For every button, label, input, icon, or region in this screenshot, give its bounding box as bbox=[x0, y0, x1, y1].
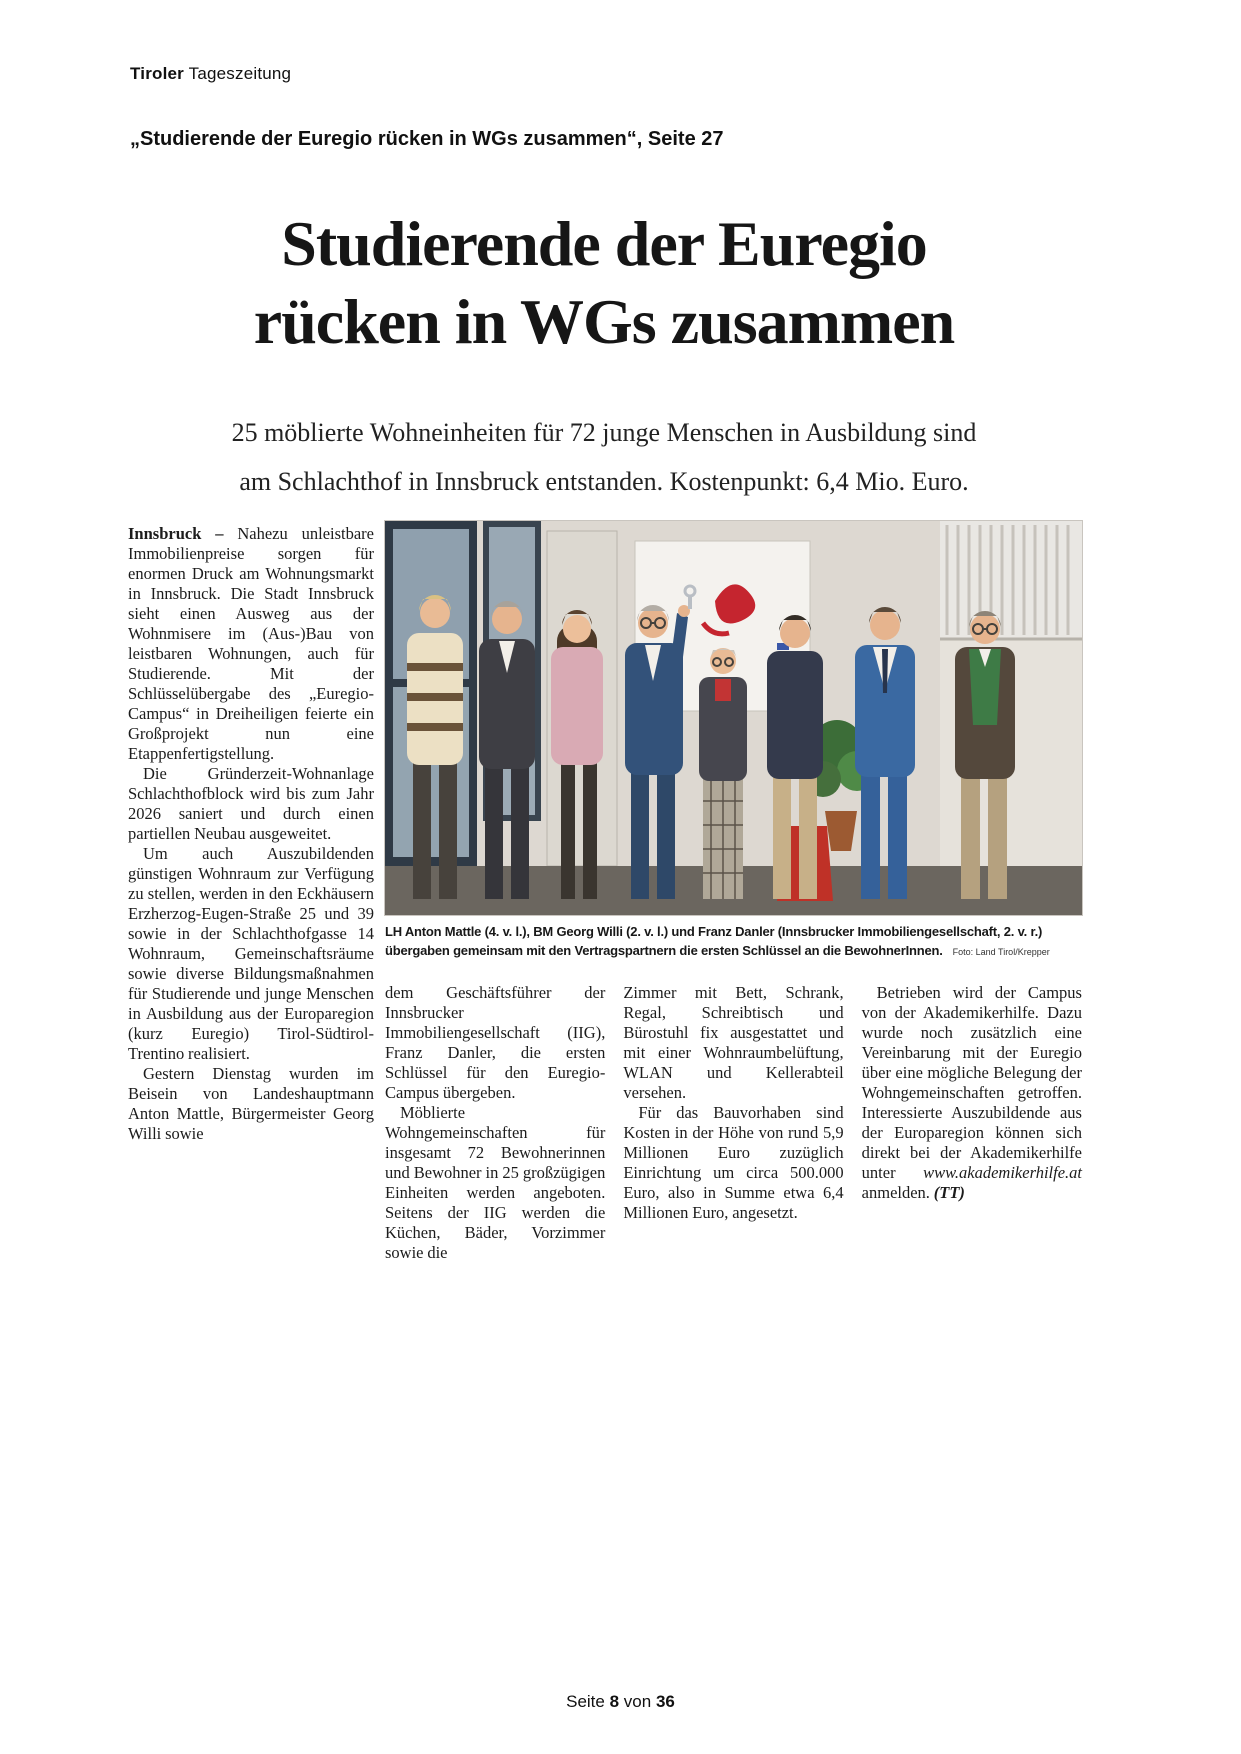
page-number: 8 bbox=[609, 1692, 620, 1711]
paragraph-lead-text: Nahezu unleistbare Immobilienpreise sorgen für enormen Druck am Wohnungsmarkt in Innsbruck. Die Stadt Innsbruck sieht einen Ausweg aus der Wohnmisere im (Aus-)Bau von leistbaren Wohnungen, auch für Studierende. Mit der Schlüsselübergabe des „Euregio-Campus“ in Dreiheiligen feierte ein Großprojekt nun eine Etappenfertigstellung. bbox=[128, 524, 374, 763]
paragraph: Möblierte Wohngemeinschaften für insgesamt 72 Bewohnerinnen und Bewohner in 25 großzügigen Einheiten werden angeboten. Seitens der IIG werden die Küchen, Bäder, Vorzimmer sowie die bbox=[385, 1103, 606, 1262]
photo-caption-text: LH Anton Mattle (4. v. l.), BM Georg Willi (2. v. l.) und Franz Danler (Innsbrucker Immobiliengesellschaft, 2. v. r.) übergaben gemeinsam mit den Vertragspartnern die ersten Schlüssel an die BewohnerInnen. bbox=[385, 924, 1043, 958]
subhead-line2: am Schlachthof in Innsbruck entstanden. Kostenpunkt: 6,4 Mio. Euro. bbox=[239, 467, 969, 496]
paragraph bbox=[862, 983, 1082, 1203]
radiator bbox=[940, 521, 1082, 639]
lead-location: Innsbruck – bbox=[128, 524, 224, 543]
body-column-4 bbox=[862, 983, 1082, 1263]
paragraph: Gestern Dienstag wurden im Beisein von Landeshauptmann Anton Mattle, Bürgermeister Georg Willi sowie bbox=[128, 1064, 374, 1143]
article-subhead bbox=[128, 408, 1080, 506]
paragraph-lead bbox=[128, 524, 374, 764]
article-headline bbox=[128, 205, 1080, 361]
masthead bbox=[130, 64, 291, 84]
subhead-line1: 25 möblierte Wohneinheiten für 72 junge Menschen in Ausbildung sind bbox=[231, 418, 977, 447]
paragraph: Die Gründerzeit-Wohnanlage Schlachthofblock wird bis zum Jahr 2026 saniert und durch einen partiellen Neubau ausgeweitet. bbox=[128, 764, 374, 843]
body-column-3 bbox=[623, 983, 843, 1263]
paragraph-text: Betrieben wird der Campus von der Akademikerhilfe. Dazu wurde noch zusätzlich eine Vereinbarung mit der Euregio über eine mögliche Belegung der Wohngemeinschaften getroffen. Interessierte Auszubildende aus der Europaregion können sich direkt bei der Akademikerhilfe unter bbox=[861, 983, 1082, 1182]
article-photo bbox=[385, 521, 1082, 915]
paragraph: Um auch Auszubildenden günstigen Wohnraum zur Verfügung zu stellen, werden in den Eckhäusern Erzherzog-Eugen-Straße 25 und 39 sowie in der Schlachthofgasse 14 Wohnraum, Gemeinschaftsräume sowie diverse Bildungsmaßnahmen für Studierende und junge Menschen in Ausbildung aus der Europaregion (kurz Euregio) Tirol-Südtirol-Trentino realisiert. bbox=[128, 844, 374, 1063]
author-signature: (TT) bbox=[933, 1183, 965, 1202]
paragraph: Für das Bauvorhaben sind Kosten in der Höhe von rund 5,9 Millionen Euro zuzüglich Einrichtung um circa 500.000 Euro, also in Summe etwa 6,4 Millionen Euro, angesetzt. bbox=[623, 1103, 844, 1222]
website-url: www.akademikerhilfe.at bbox=[923, 1163, 1082, 1182]
photo-credit: Foto: Land Tirol/Krepper bbox=[952, 947, 1050, 957]
paragraph: Zimmer mit Bett, Schrank, Regal, Schreibtisch und Bürostuhl fix ausgestattet und mit einer Wohnraumbelüftung, WLAN und Kellerabteil versehen. bbox=[623, 983, 844, 1102]
photo-caption bbox=[385, 922, 1082, 962]
headline-line1: Studierende der Euregio bbox=[281, 208, 927, 279]
masthead-brand-rest: Tageszeitung bbox=[188, 64, 292, 83]
page-indicator-label: Seite bbox=[566, 1692, 605, 1711]
bottom-columns bbox=[385, 983, 1082, 1263]
reference-line: „Studierende der Euregio rücken in WGs zusammen“, Seite 27 bbox=[130, 128, 724, 150]
masthead-brand-bold: Tiroler bbox=[130, 64, 184, 83]
page-indicator bbox=[0, 1692, 1241, 1712]
paragraph: dem Geschäftsführer der Innsbrucker Immobiliengesellschaft (IIG), Franz Danler, die ersten Schlüssel für den Euregio-Campus übergeben. bbox=[385, 983, 606, 1102]
page-total: 36 bbox=[655, 1692, 675, 1711]
body-column-2 bbox=[385, 983, 605, 1263]
headline-line2: rücken in WGs zusammen bbox=[253, 286, 955, 357]
person-figure bbox=[699, 648, 747, 899]
page-indicator-of: von bbox=[623, 1692, 652, 1711]
paragraph-text: anmelden. bbox=[861, 1183, 934, 1202]
article-photo-block bbox=[385, 521, 1082, 962]
body-column-1 bbox=[128, 524, 374, 1144]
tie bbox=[882, 649, 888, 693]
